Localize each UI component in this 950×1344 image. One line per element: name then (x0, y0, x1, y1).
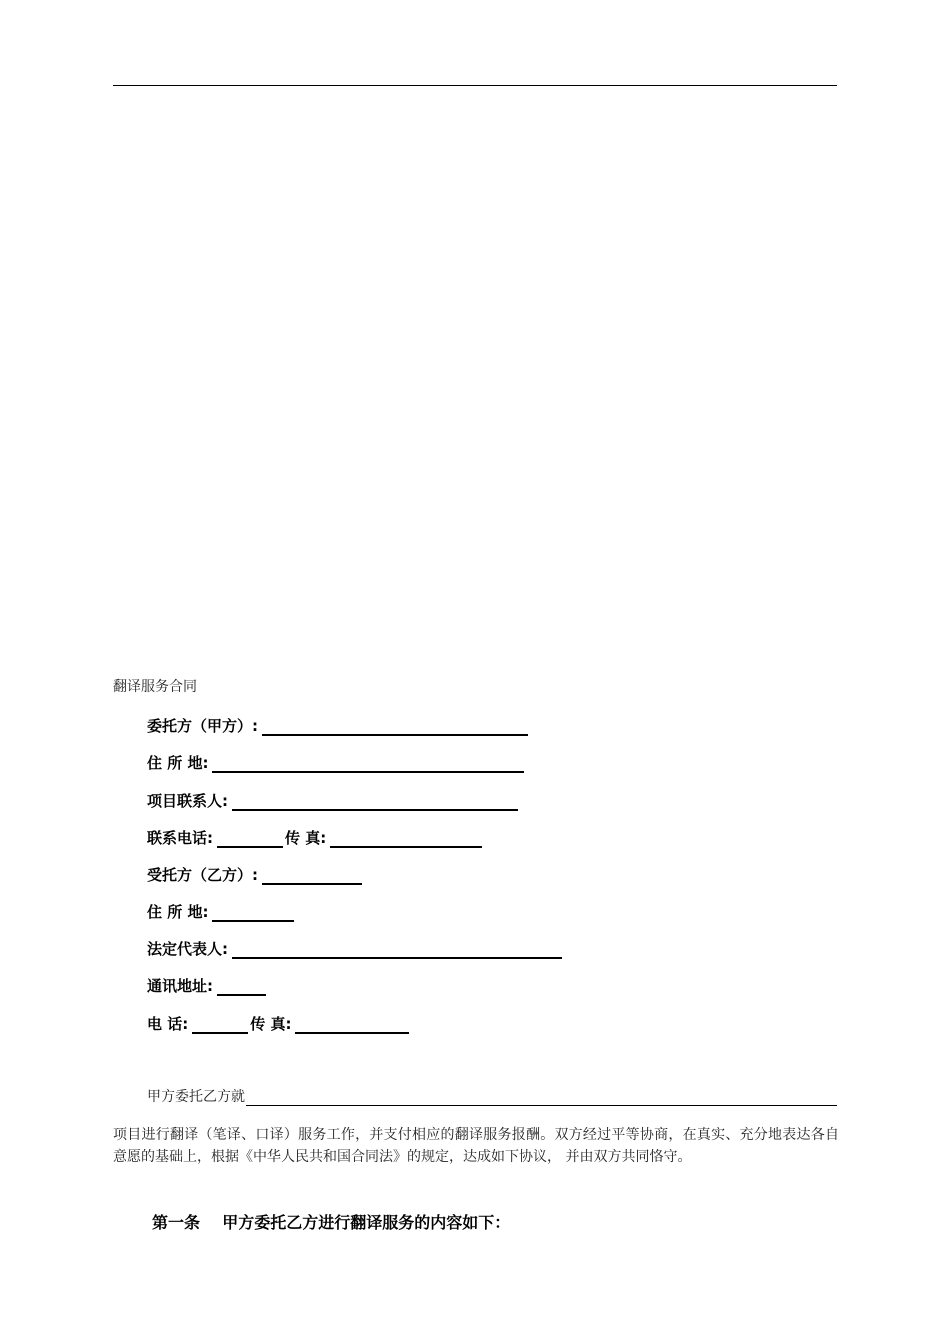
party-b-fax-label: 传 真: (250, 1015, 292, 1033)
party-a-fax-blank[interactable] (330, 828, 482, 848)
mail-address-blank[interactable] (217, 976, 266, 996)
party-a-address-blank[interactable] (212, 753, 524, 773)
intro-line (147, 1086, 837, 1106)
party-b-fax-blank[interactable] (295, 1014, 409, 1034)
header-rule (113, 85, 837, 86)
agreement-paragraph: 项目进行翻译（笔译、口译）服务工作，并支付相应的翻译服务报酬。双方经过平等协商，在真实、充分地表达各自意愿的基础上，根据《中华人民共和国合同法》的规定，达成如下协议， 并由双方共同恪守。 (113, 1127, 839, 1165)
party-a-address-label: 住 所 地: (147, 754, 209, 772)
article-1-heading: 第一条 甲方委托乙方进行翻译服务的内容如下： (152, 1213, 511, 1232)
legal-rep-label: 法定代表人: (147, 940, 228, 958)
project-name-blank[interactable] (246, 1089, 837, 1106)
party-a-phone-fax-field (147, 824, 484, 848)
mail-address-label: 通讯地址: (147, 977, 213, 995)
party-a-phone-label: 联系电话: (147, 829, 213, 847)
party-b-phone-label: 电 话: (147, 1015, 189, 1033)
party-b-address-blank[interactable] (212, 902, 294, 922)
trustee-field (147, 861, 364, 885)
project-contact-label: 项目联系人: (147, 792, 228, 810)
client-blank[interactable] (262, 716, 528, 736)
trustee-blank[interactable] (262, 865, 362, 885)
client-label: 委托方（甲方）: (147, 717, 258, 735)
party-b-address-label: 住 所 地: (147, 903, 209, 921)
project-contact-field (147, 787, 520, 811)
party-b-phone-fax-field (147, 1010, 411, 1034)
party-a-fax-label: 传 真: (285, 829, 327, 847)
party-a-phone-blank[interactable] (217, 828, 283, 848)
legal-rep-blank[interactable] (232, 939, 562, 959)
mail-address-field (147, 972, 268, 996)
trustee-label: 受托方（乙方）: (147, 866, 258, 884)
project-contact-blank[interactable] (232, 791, 518, 811)
party-b-address-field (147, 898, 296, 922)
client-field (147, 712, 530, 736)
intro-prefix: 甲方委托乙方就 (147, 1089, 245, 1105)
legal-rep-field (147, 935, 564, 959)
document-title: 翻译服务合同 (113, 679, 197, 695)
party-a-address-field (147, 749, 526, 773)
party-b-phone-blank[interactable] (192, 1014, 248, 1034)
